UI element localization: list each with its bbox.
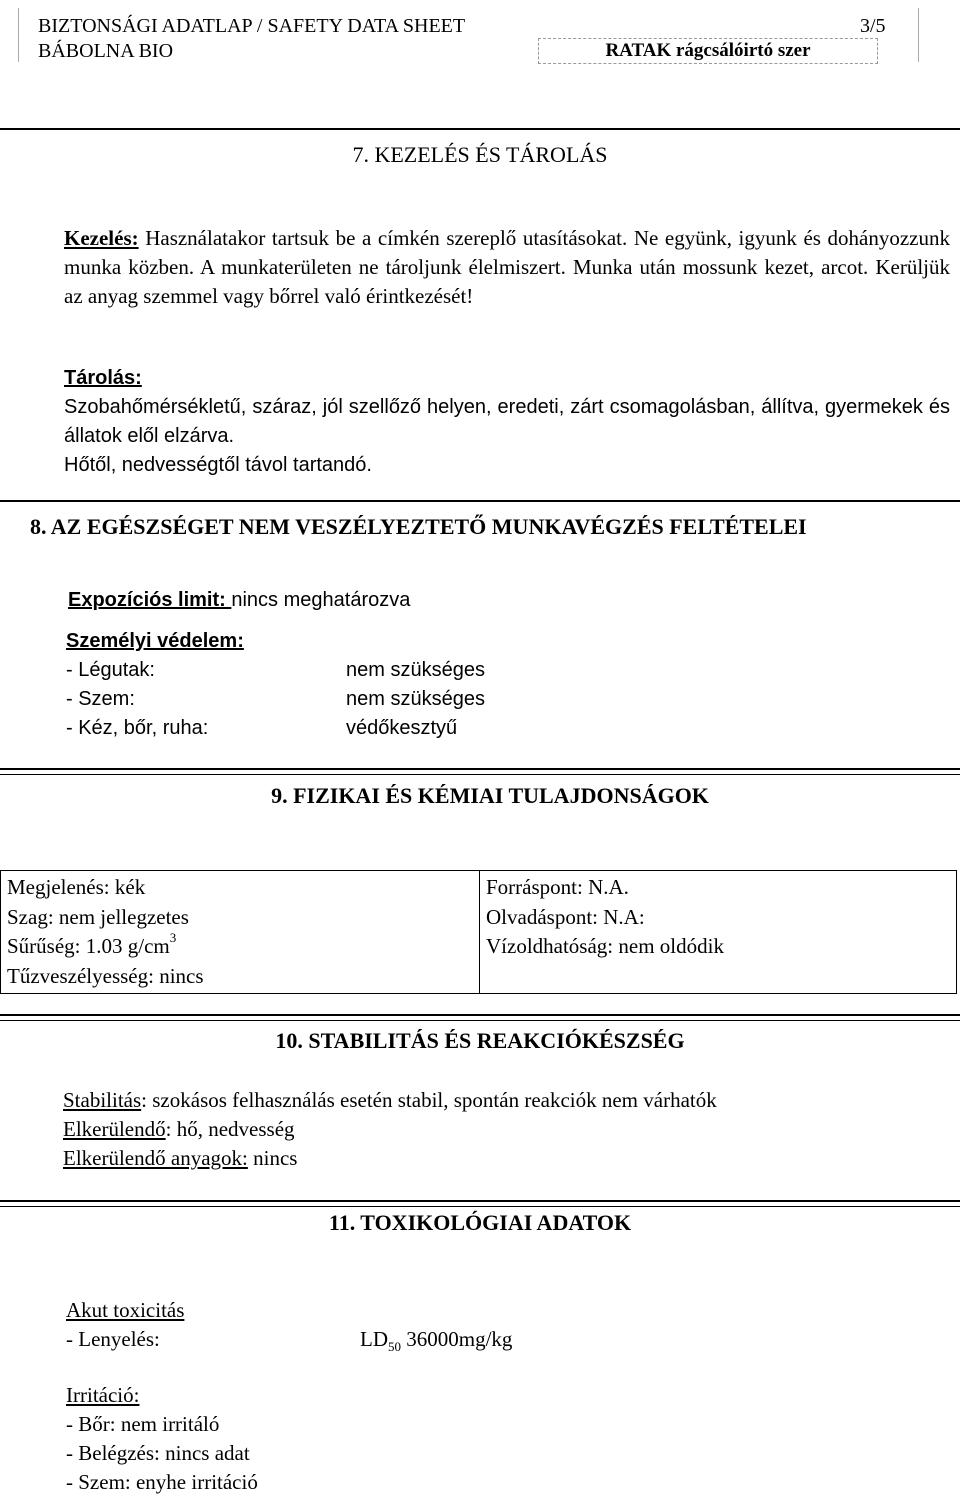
exposure-limit [68,586,410,615]
avoid-text: : hő, nedvesség [165,1117,295,1141]
storage-text-2: Hőtől, nedvességtől távol tartandó. [64,454,372,476]
section-divider [0,500,960,502]
document-title: BIZTONSÁGI ADATLAP / SAFETY DATA SHEET [38,15,466,37]
ingestion-label: - Lenyelés: [66,1327,160,1351]
properties-left-cell [1,871,480,994]
header-left-border [18,8,19,62]
properties-table [0,870,957,994]
section-10-heading: 10. STABILITÁS ÉS REAKCIÓKÉSZSÉG [275,1028,685,1053]
avoid-label: Elkerülendő [63,1117,166,1141]
ppe-item-value: nem szükséges [346,659,485,681]
density-superscript: 3 [169,930,177,945]
section-divider [0,1200,960,1202]
section-8-heading: 8. AZ EGÉSZSÉGET NEM VESZÉLYEZTETŐ MUNKAVÉGZÉS FELTÉTELEI [30,514,807,539]
acute-toxicity-label: Akut toxicitás [66,1298,185,1322]
exposure-label: Expozíciós limit: [68,589,232,611]
irritation-item: - Bőr: nem irritáló [66,1412,220,1436]
page-number: 3/5 [860,15,886,37]
avoid-materials-text: nincs [247,1146,298,1170]
company-name: BÁBOLNA BIO [38,40,174,62]
irritation-label: Irritáció: [66,1383,140,1407]
property-melting-point: Olvadáspont: N.A: [486,904,645,929]
handling-paragraph [64,224,950,311]
avoid-materials-line [63,1144,297,1173]
property-solubility: Vízoldhatóság: nem oldódik [486,934,724,958]
stability-label: Stabilitás [63,1088,142,1112]
avoid-line [63,1115,295,1144]
properties-right-cell [480,871,957,994]
irritation-item: - Szem: enyhe irritáció [66,1470,258,1494]
irritation-item: - Belégzés: nincs adat [66,1441,250,1465]
section-divider [0,774,960,775]
ld50-value: $LD_{50}$ 36000mg/kg [360,1327,513,1355]
section-11-heading: 11. TOXIKOLÓGIAI ADATOK [328,1210,632,1235]
stability-text: : szokásos felhasználás esetén stabil, spontán reakciók nem várhatók [141,1088,717,1112]
handling-text: Használatakor tartsuk be a címkén szereplő utasításokat. Ne együnk, igyunk és dohányozzunk munka közben. A munkaterületen ne tároljunk élelmiszert. Munka után mossunk kezet, arcot. Kerüljük az anyag szemmel vagy bőrrel való érintkezését! [64,226,950,308]
ppe-item-label: - Szem: [66,688,135,710]
storage-text: Szobahőmérsékletű, száraz, jól szellőző helyen, eredeti, zárt csomagolásban, állítva, gyermekek és állatok elől elzárva. [64,396,950,447]
ppe-item-value: nem szükséges [346,688,485,710]
section-divider [0,1014,960,1016]
section-divider [0,768,960,770]
ppe-label: Személyi védelem: [66,630,244,652]
stability-line [63,1086,717,1115]
property-density: Sűrűség: 1.03 $g/cm^3$ [7,930,177,958]
header-right-border [918,8,919,62]
section-7-heading: 7. KEZELÉS ÉS TÁROLÁS [352,142,608,167]
storage-label: Tárolás: [64,367,142,389]
property-flammability: Tűzveszélyesség: nincs [7,963,204,988]
avoid-materials-label: Elkerülendő anyagok: [63,1146,248,1170]
exposure-value: nincs meghatározva [231,589,411,611]
ld-subscript: 50 [388,1339,401,1355]
property-odor: Szag: nem jellegzetes [7,904,189,929]
product-name: RATAK rágcsálóirtó szer [538,38,878,64]
section-divider [0,1206,960,1207]
handling-label: Kezelés: [64,226,139,250]
ppe-item-label: - Kéz, bőr, ruha: [66,717,209,739]
section-divider [0,1020,960,1021]
property-appearance: Megjelenés: kék [7,875,146,899]
section-divider [0,128,960,130]
section-9-heading: 9. FIZIKAI ÉS KÉMIAI TULAJDONSÁGOK [271,783,709,808]
property-boiling-point: Forráspont: N.A. [486,875,629,899]
ppe-item-label: - Légutak: [66,659,155,681]
ppe-item-value: védőkesztyű [346,717,458,739]
